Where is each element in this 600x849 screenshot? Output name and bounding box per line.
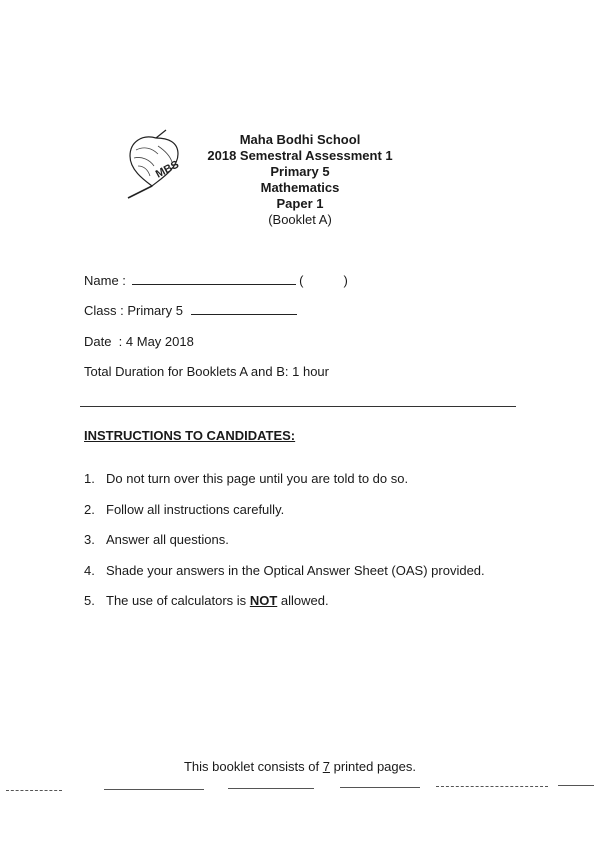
scan-line [436,786,548,787]
page-count-note [0,759,600,774]
divider-line [80,406,516,407]
exam-header [190,132,410,228]
scan-line [340,787,420,788]
list-item [84,563,485,594]
assessment-title: 2018 Semestral Assessment 1 [207,148,393,163]
class-field[interactable] [84,303,297,319]
date-label: Date : 4 May 2018 [84,334,194,349]
item-text: Answer all questions. [106,532,229,547]
school-name: Maha Bodhi School [239,132,361,147]
item-text: Shade your answers in the Optical Answer Sheet (OAS) provided. [106,562,485,578]
list-item [84,532,485,563]
item-number: 3. [84,532,95,547]
list-item [84,593,485,624]
name-blank-line[interactable] [132,283,296,285]
item-text: Follow all instructions carefully. [106,501,285,517]
class-blank-line[interactable] [191,313,297,315]
index-paren-close: ) [343,273,348,288]
list-item [84,471,485,502]
item-number: 1. [84,471,95,486]
duration-field [84,364,329,380]
scan-line [558,785,594,786]
scan-line [6,790,62,791]
scan-line [228,788,314,789]
level: Primary 5 [270,164,330,179]
instructions-title: INSTRUCTIONS TO CANDIDATES: [84,428,296,443]
mbs-leaf-logo-icon [122,128,184,200]
name-label: Name : [84,273,126,288]
item-number: 4. [84,562,95,578]
date-field [84,334,194,350]
name-field[interactable] [84,273,348,289]
item-number: 5. [84,593,95,608]
instructions-list [84,471,485,624]
duration-text: Total Duration for Booklets A and B: 1 hour [84,364,329,379]
paper: Paper 1 [276,196,324,211]
logo-lettering: MBS [153,158,181,181]
scan-line [104,789,204,790]
item-text-end: allowed. [280,593,329,608]
item-text: Do not turn over this page until you are told to do so. [106,471,409,486]
page-count: 7 [322,759,330,774]
booklet: (Booklet A) [268,212,332,227]
not-emphasis: NOT [249,593,278,608]
list-item [84,502,485,533]
item-text: The use of calculators is [106,593,247,608]
footer-text-after: printed pages. [333,759,416,774]
index-paren-open: ( [299,273,304,288]
footer-text-before: This booklet consists of [183,759,320,774]
item-number: 2. [84,501,95,517]
class-label: Class : Primary 5 [84,303,183,318]
subject: Mathematics [260,180,340,195]
